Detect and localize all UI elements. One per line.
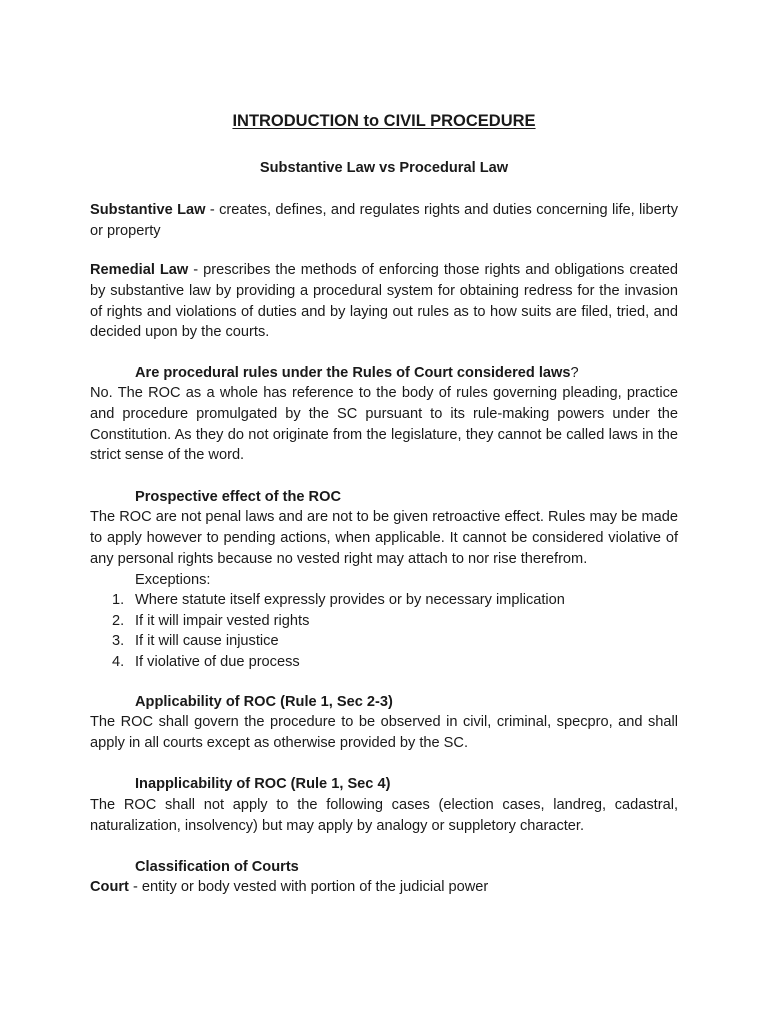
document-subtitle: Substantive Law vs Procedural Law xyxy=(259,160,509,176)
prospective-effect-body: The ROC are not penal laws and are not to be given retroactive effect. Rules may be made to apply however to pending actions, when applicable. It cannot be considered violative of any personal rights because no vested right may attach to nor rise therefrom. xyxy=(90,509,678,567)
applicability-heading: Applicability of ROC (Rule 1, Sec 2-3) xyxy=(135,694,393,710)
procedural-rules-body: No. The ROC as a whole has reference to the body of rules governing pleading, practice and procedure promulgated by the SC pursuant to its rule-making powers under the Constitution. As they do not originate from the legislature, they cannot be called laws in the strict sense of the word. xyxy=(90,385,678,464)
court-term: Court xyxy=(90,879,129,895)
procedural-rules-heading-text: Are procedural rules under the Rules of Court considered laws xyxy=(135,365,571,381)
procedural-rules-heading-suffix: ? xyxy=(570,365,579,381)
list-item-number: 1. xyxy=(112,592,125,608)
substantive-law-term: Substantive Law xyxy=(90,202,206,218)
list-item-number: 2. xyxy=(112,612,125,629)
classification-heading: Classification of Courts xyxy=(135,859,299,875)
court-definition-paragraph xyxy=(90,877,678,898)
list-item xyxy=(90,611,678,632)
list-item xyxy=(90,590,678,611)
procedural-rules-heading xyxy=(135,363,579,384)
substantive-law-paragraph xyxy=(90,200,678,242)
inapplicability-body: The ROC shall not apply to the following cases (election cases, landreg, cadastral, naturalization, insolvency) but may apply by analogy or suppletory character. xyxy=(90,797,678,834)
inapplicability-heading: Inapplicability of ROC (Rule 1, Sec 4) xyxy=(135,776,391,792)
remedial-law-definition: - prescribes the methods of enforcing those rights and obligations created by substantive law by providing a procedural system for obtaining redress for the invasion of rights and violations of duties and by laying out rules as to how suits are filed, tried, and decided upon by the courts. xyxy=(90,262,678,341)
list-item-number: 4. xyxy=(112,653,125,670)
list-item-text: If it will impair vested rights xyxy=(135,612,310,629)
exceptions-label: Exceptions: xyxy=(135,572,211,588)
remedial-law-paragraph xyxy=(90,260,678,343)
exceptions-list xyxy=(90,590,678,672)
document-title: INTRODUCTION to CIVIL PROCEDURE xyxy=(232,112,536,130)
substantive-law-definition: - creates, defines, and regulates rights and duties concerning life, liberty or property xyxy=(90,202,678,239)
applicability-body: The ROC shall govern the procedure to be observed in civil, criminal, specpro, and shall apply in all courts except as otherwise provided by the SC. xyxy=(90,714,678,751)
court-definition: - entity or body vested with portion of the judicial power xyxy=(128,879,489,895)
remedial-law-term: Remedial Law xyxy=(90,262,189,278)
list-item xyxy=(90,652,678,673)
list-item xyxy=(90,631,678,652)
list-item-text: If violative of due process xyxy=(135,653,300,670)
list-item-text: Where statute itself expressly provides or by necessary implication xyxy=(135,592,565,608)
prospective-effect-heading: Prospective effect of the ROC xyxy=(135,489,341,505)
list-item-number: 3. xyxy=(112,633,125,649)
list-item-text: If it will cause injustice xyxy=(135,633,279,649)
